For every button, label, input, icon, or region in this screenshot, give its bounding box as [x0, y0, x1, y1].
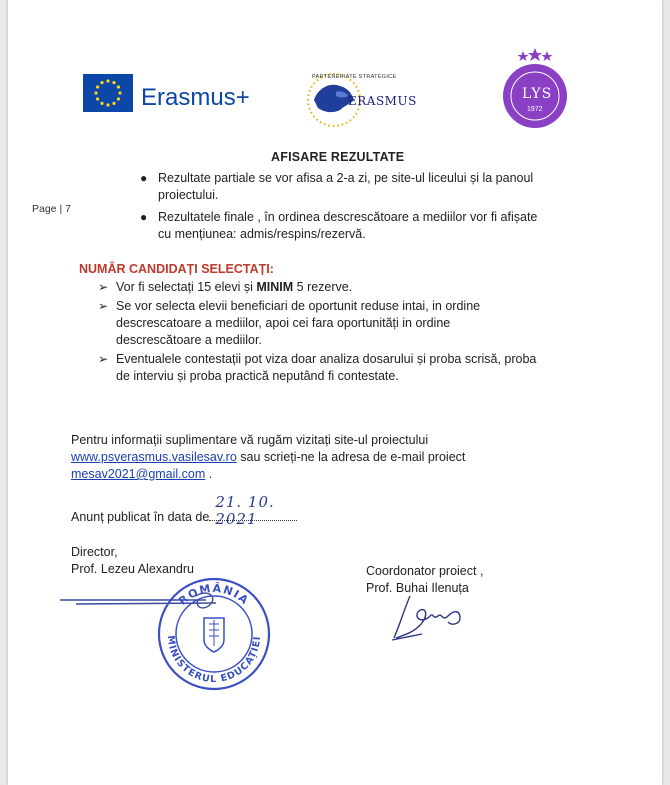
erasmus-middle-text: ERASMUS — [348, 94, 417, 108]
coordinator-role: Coordonator proiect , — [366, 564, 484, 578]
info-paragraph: Pentru informații suplimentare vă rugăm vizitați site-ul proiectului www.psverasmus.vasilesav.ro sau scrieți-ne la adresa de e-mail proiect mesav2021@gmail.com . — [71, 433, 466, 481]
director-block — [71, 544, 194, 578]
document-page — [8, 0, 662, 785]
stamp-bottom-text: MINISTERUL EDUCAȚIEI — [164, 634, 264, 686]
page-number: Page | 7 — [32, 203, 71, 215]
handwritten-date: 21. 10. 2021 — [215, 493, 275, 528]
erasmus-middle-small: PARTENERIATE STRATEGICE — [312, 74, 397, 80]
bullet-dot-icon: ● — [140, 210, 148, 224]
director-role: Director, — [71, 545, 118, 559]
stamp-top-text: ROMÂNIA — [176, 581, 252, 608]
erasmus-plus-text: Erasmus+ — [141, 84, 250, 111]
selection-list — [98, 279, 636, 385]
lys-school-logo — [500, 46, 570, 132]
document-title: AFISARE REZULTATE — [271, 150, 405, 164]
coordinator-signature — [388, 590, 478, 646]
announcement-line: Anunț publicat în data de 21. 10. 2021 — [71, 508, 297, 526]
coat-of-arms-icon — [204, 618, 224, 652]
director-name: Prof. Lezeu Alexandru — [71, 562, 194, 576]
erasmus-plus-logo — [83, 72, 253, 116]
arrow-bullet-icon: ➢ — [98, 280, 109, 294]
date-field — [209, 493, 297, 528]
list-item: ● Rezultate partiale se vor afisa a 2-a zi, pe site-ul liceului și la panoul proiectului. — [140, 171, 534, 202]
list-item: ● Rezultatele finale , în ordinea descrescătoare a mediilor vor fi afișate cu mențiunea: admis/respins/rezervă. — [140, 210, 538, 241]
lys-year: 1972 — [527, 106, 543, 113]
erasmus-partnership-logo — [296, 70, 416, 130]
results-list — [140, 170, 638, 243]
arrow-bullet-icon: ➢ — [98, 299, 109, 313]
lys-text: LYS — [522, 86, 553, 102]
project-email-link[interactable]: mesav2021@gmail.com — [71, 467, 206, 481]
list-item: ➢ Eventualele contestații pot viza doar analiza dosarului și proba scrisă, proba de interviu și proba practică neputând fi contestate. — [98, 352, 537, 383]
project-website-link[interactable]: www.psverasmus.vasilesav.ro — [71, 450, 237, 464]
bullet-dot-icon: ● — [140, 171, 148, 185]
selected-heading: NUMĂR CANDIDAȚI SELECTAȚI: — [79, 262, 274, 276]
official-stamp — [154, 574, 274, 694]
list-item: ➢ Se vor selecta elevii beneficiari de oportunit reduse intai, in ordine descrescatoare a mediilor, apoi cei fara oportunități in ordine descrescătoare a mediilor. — [98, 299, 481, 347]
arrow-bullet-icon: ➢ — [98, 352, 109, 366]
coordinator-name: Prof. Buhai Ilenuța — [366, 581, 469, 595]
list-item: ➢ Vor fi selectați 15 elevi și MINIM 5 rezerve. — [98, 280, 353, 294]
